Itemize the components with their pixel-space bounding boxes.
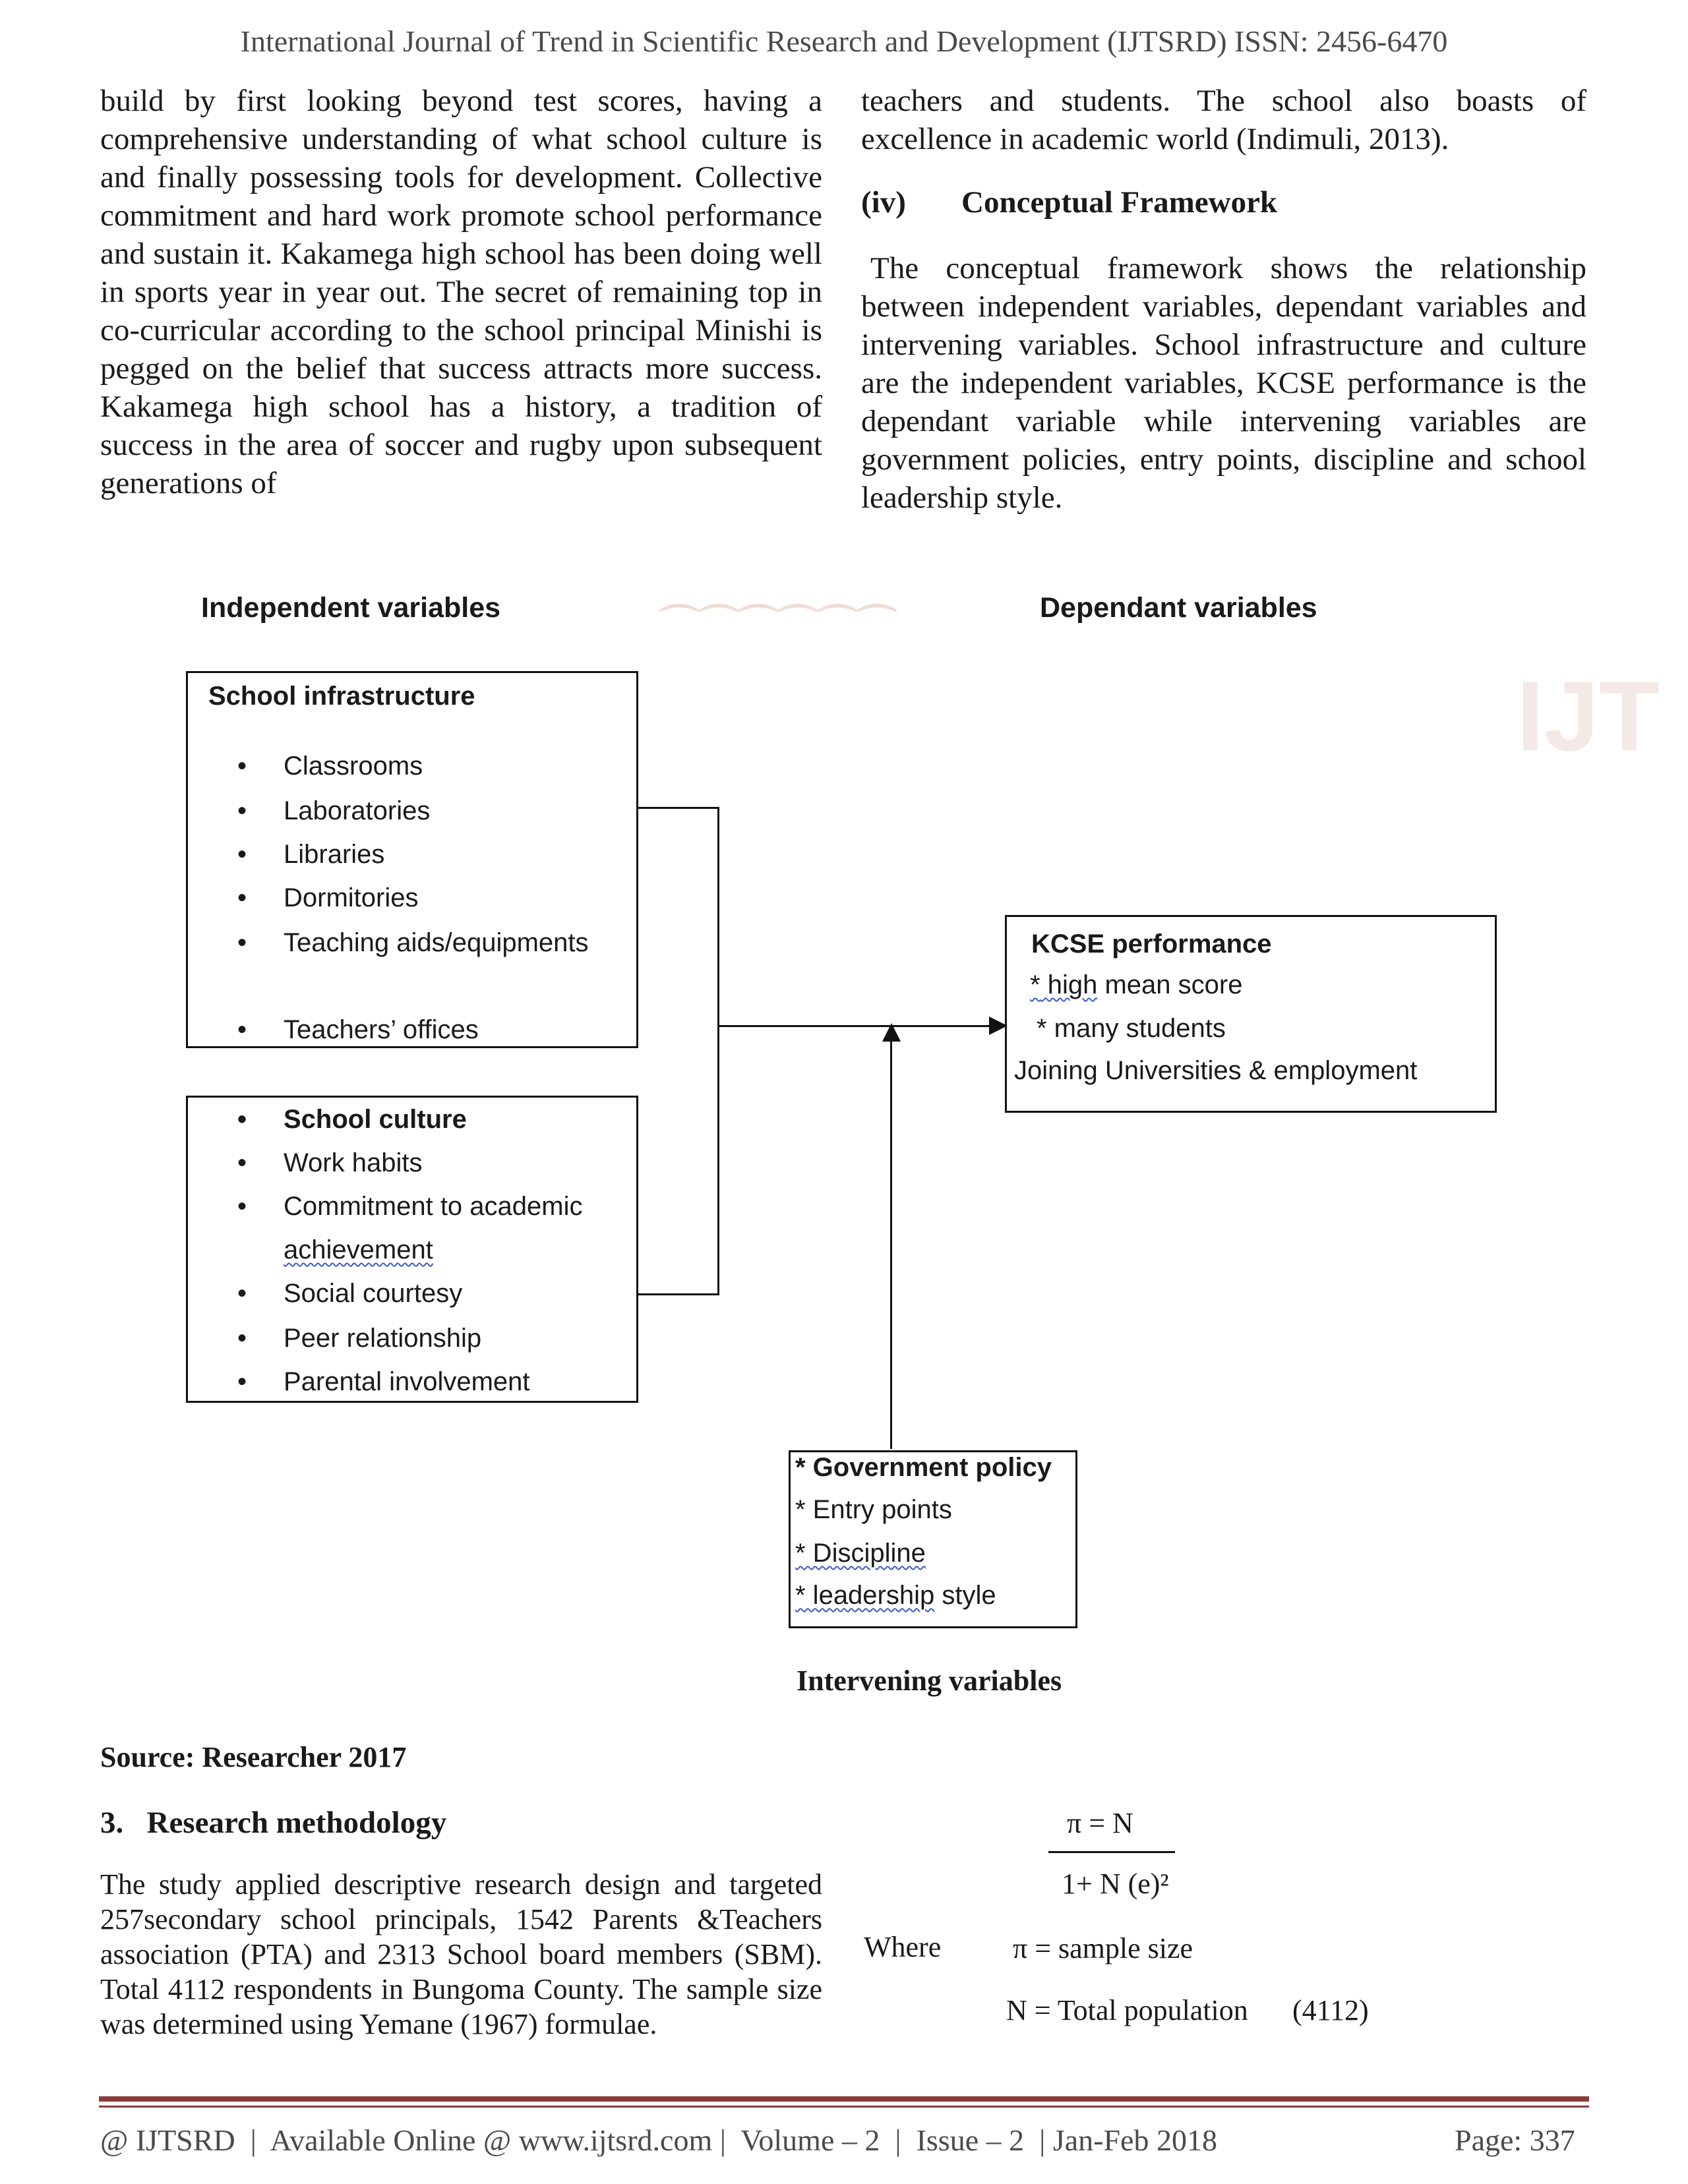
dependant-variables-label: Dependant variables bbox=[1040, 592, 1317, 624]
intervening-vertical-line bbox=[890, 1035, 892, 1449]
left-paragraph: build by first looking beyond test scores, having a comprehensive understanding of what school culture is and finally possessing tools for development. Collective commitment and hard work promote school performance and sustain it. Kakamega high school has been doing well in sports year in year out. The secret of remaining top in co-curricular according to the school principal Minishi is pegged on the belief that success attracts more success. Kakamega high school has a history, a tradition of success in the area of soccer and rugby upon subsequent generations of bbox=[100, 84, 822, 500]
methodology-heading: 3. Research methodology bbox=[100, 1806, 447, 1840]
connector-top bbox=[638, 807, 719, 809]
kcse-line-1: * high mean score bbox=[1030, 970, 1243, 999]
footer-left: @ IJTSRD | Available Online @ www.ijtsrd.com | Volume – 2 | Issue – 2 | Jan-Feb 2018 bbox=[100, 2123, 1217, 2157]
formula-definition-1: π = sample size bbox=[1013, 1932, 1193, 1964]
kcse-line-3: Joining Universities & employment bbox=[1014, 1056, 1418, 1085]
infrastructure-item: • Classrooms bbox=[237, 752, 423, 781]
kcse-box-title: KCSE performance bbox=[1031, 930, 1272, 959]
culture-item-continuation: achievement bbox=[284, 1235, 433, 1264]
culture-item: • Work habits bbox=[237, 1148, 423, 1177]
infrastructure-item: • Laboratories bbox=[237, 796, 431, 825]
infrastructure-box bbox=[186, 671, 638, 1048]
culture-item: • Parental involvement bbox=[237, 1367, 530, 1396]
footer-rule bbox=[99, 2096, 1589, 2102]
arrow-up-icon bbox=[882, 1023, 901, 1043]
section-title: Conceptual Framework bbox=[961, 185, 1278, 220]
formula-denominator: 1+ N (e)² bbox=[1062, 1868, 1169, 1900]
infrastructure-item: • Teaching aids/equipments bbox=[237, 928, 589, 957]
footer-page-number: Page: 337 bbox=[1455, 2123, 1575, 2157]
infrastructure-item: • Libraries bbox=[237, 840, 385, 869]
formula-definition-2: N = Total population bbox=[1006, 1994, 1248, 2026]
independent-variables-label: Independent variables bbox=[201, 592, 501, 624]
culture-item: • Commitment to academic bbox=[237, 1192, 583, 1221]
watermark-logo-arc: ⌒⌒⌒⌒⌒⌒ bbox=[659, 603, 897, 647]
right-paragraph-2: The conceptual framework shows the relationship between independent variables, dependant variables and intervening variables. School infrastructure and culture are the independent variables, KCSE performance is the dependant variable while intervening variables are government policies, entry points, discipline and school leadership style. bbox=[861, 251, 1586, 515]
formula-numerator: π = N bbox=[1067, 1807, 1133, 1839]
right-column-text-2 bbox=[861, 249, 1586, 517]
culture-item: • Social courtesy bbox=[237, 1279, 463, 1308]
intervening-line-4: * leadership style bbox=[795, 1581, 996, 1610]
methodology-text bbox=[100, 1867, 822, 2042]
culture-item: • School culture bbox=[237, 1105, 467, 1134]
connector-vertical bbox=[717, 807, 719, 1295]
kcse-line-2: * many students bbox=[1037, 1014, 1226, 1043]
intervening-line-3: * Discipline bbox=[795, 1539, 926, 1568]
footer-rule-thin bbox=[99, 2106, 1589, 2108]
connector-to-kcse bbox=[717, 1025, 994, 1027]
intervening-variables-label: Intervening variables bbox=[797, 1665, 1062, 1697]
infrastructure-item: • Teachers’ offices bbox=[237, 1015, 479, 1044]
source-line: Source: Researcher 2017 bbox=[100, 1741, 407, 1773]
watermark-ijt: IJT bbox=[1517, 661, 1660, 771]
formula-where-label: Where bbox=[864, 1931, 942, 1963]
infrastructure-item: • Dormitories bbox=[237, 883, 419, 912]
formula-definition-2-value: (4112) bbox=[1292, 1994, 1369, 2026]
section-number: (iv) bbox=[861, 185, 906, 220]
connector-bottom bbox=[638, 1293, 719, 1295]
formula-fraction-bar bbox=[1048, 1851, 1175, 1853]
infrastructure-box-title: School infrastructure bbox=[208, 682, 475, 711]
right-column-text-1 bbox=[861, 82, 1586, 158]
methodology-paragraph: The study applied descriptive research design and targeted 257secondary school principals, 1542 Parents &Teachers association (PTA) and 2313 School board members (SBM). Total 4112 respondents in Bungoma County. The sample size was determined using Yemane (1967) formulae. bbox=[100, 1868, 822, 2040]
journal-header: International Journal of Trend in Scientific Research and Development (IJTSRD) ISSN: 2456-6470 bbox=[240, 24, 1448, 58]
culture-item: • Peer relationship bbox=[237, 1324, 482, 1353]
intervening-line-2: * Entry points bbox=[795, 1495, 952, 1524]
right-paragraph-1: teachers and students. The school also boasts of excellence in academic world (Indimuli, 2013). bbox=[861, 84, 1586, 156]
left-column-text bbox=[100, 82, 822, 502]
intervening-line-1: * Government policy bbox=[795, 1453, 1052, 1482]
